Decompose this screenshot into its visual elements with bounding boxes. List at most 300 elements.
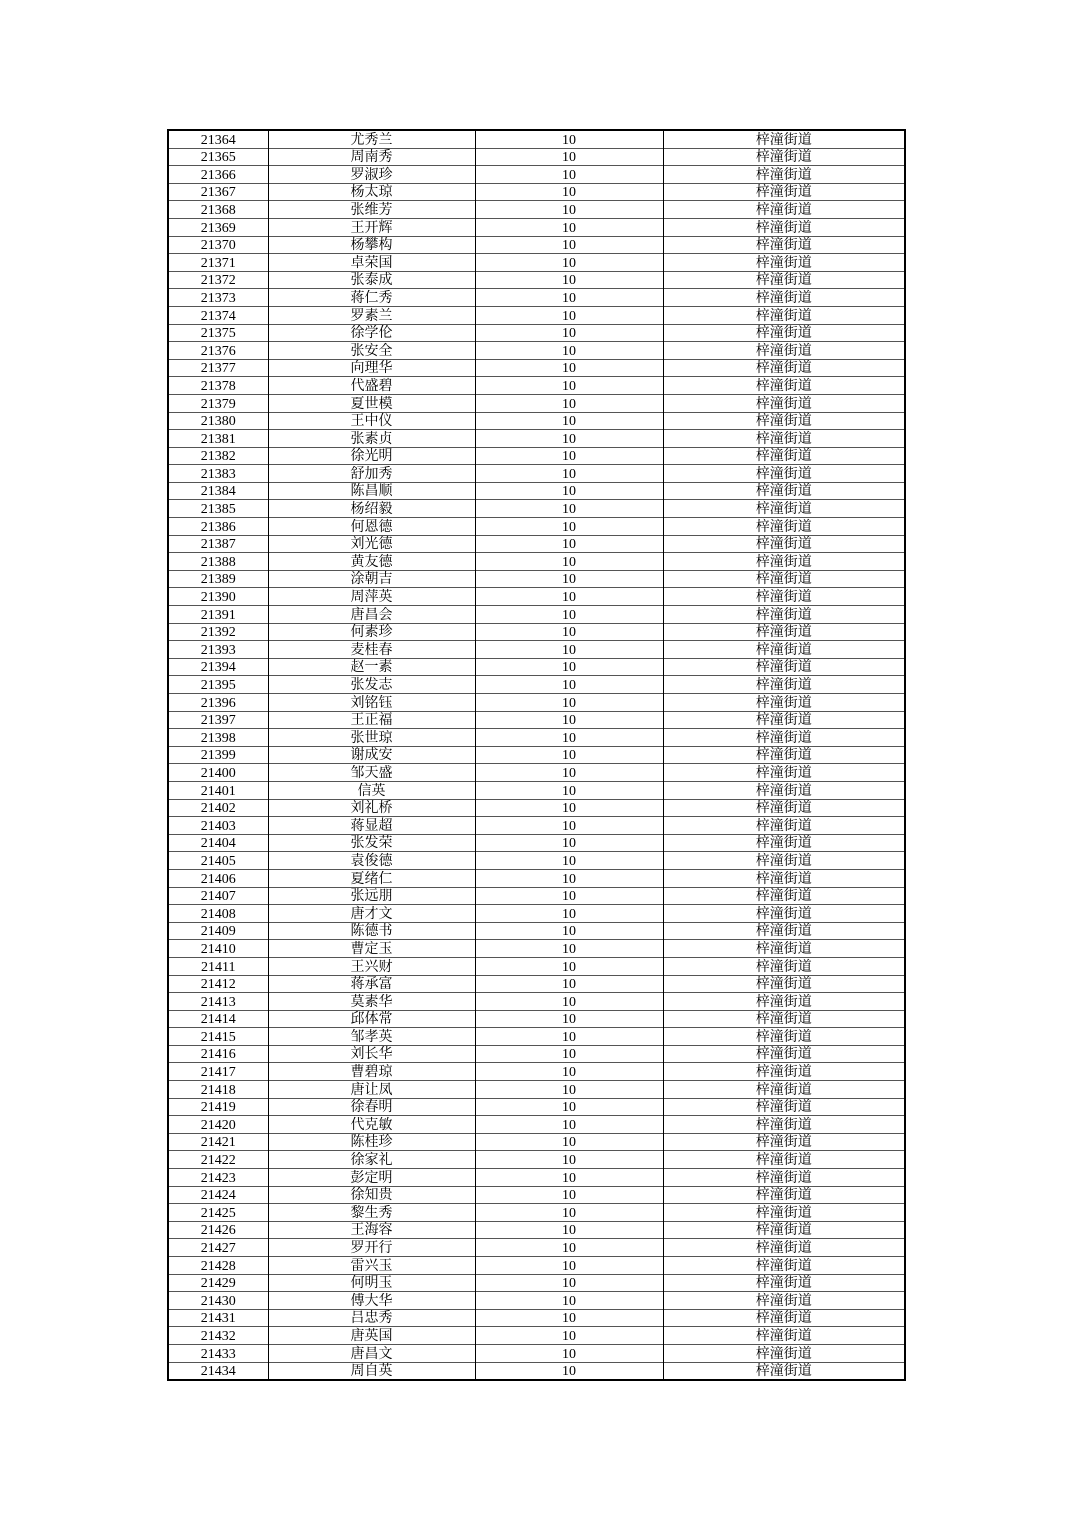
table-row xyxy=(168,781,905,799)
name-cell: 徐光明 xyxy=(268,447,475,465)
name-cell: 谢成安 xyxy=(268,746,475,764)
amount-cell: 10 xyxy=(475,676,663,694)
name-cell: 曹定玉 xyxy=(268,940,475,958)
name-cell: 张世琼 xyxy=(268,729,475,747)
table-row xyxy=(168,289,905,307)
amount-cell: 10 xyxy=(475,658,663,676)
name-cell: 刘礼桥 xyxy=(268,799,475,817)
amount-cell: 10 xyxy=(475,1186,663,1204)
street-cell: 梓潼街道 xyxy=(663,623,905,641)
amount-cell: 10 xyxy=(475,940,663,958)
name-cell: 徐春明 xyxy=(268,1098,475,1116)
amount-cell: 10 xyxy=(475,993,663,1011)
amount-cell: 10 xyxy=(475,359,663,377)
amount-cell: 10 xyxy=(475,1045,663,1063)
name-cell: 赵一素 xyxy=(268,658,475,676)
amount-cell: 10 xyxy=(475,694,663,712)
name-cell: 蒋承富 xyxy=(268,975,475,993)
table-row xyxy=(168,1151,905,1169)
amount-cell: 10 xyxy=(475,1327,663,1345)
row-number-cell: 21373 xyxy=(168,289,268,307)
name-cell: 黎生秀 xyxy=(268,1204,475,1222)
name-cell: 张发志 xyxy=(268,676,475,694)
table-row xyxy=(168,1081,905,1099)
name-cell: 尤秀兰 xyxy=(268,130,475,148)
table-row xyxy=(168,394,905,412)
amount-cell: 10 xyxy=(475,905,663,923)
row-number-cell: 21429 xyxy=(168,1274,268,1292)
amount-cell: 10 xyxy=(475,535,663,553)
row-number-cell: 21405 xyxy=(168,852,268,870)
row-number-cell: 21387 xyxy=(168,535,268,553)
amount-cell: 10 xyxy=(475,1221,663,1239)
street-cell: 梓潼街道 xyxy=(663,465,905,483)
table-row xyxy=(168,1116,905,1134)
street-cell: 梓潼街道 xyxy=(663,482,905,500)
name-cell: 罗淑珍 xyxy=(268,166,475,184)
row-number-cell: 21365 xyxy=(168,148,268,166)
table-row xyxy=(168,535,905,553)
table-row xyxy=(168,1239,905,1257)
row-number-cell: 21364 xyxy=(168,130,268,148)
street-cell: 梓潼街道 xyxy=(663,1274,905,1292)
amount-cell: 10 xyxy=(475,641,663,659)
row-number-cell: 21393 xyxy=(168,641,268,659)
street-cell: 梓潼街道 xyxy=(663,1010,905,1028)
street-cell: 梓潼街道 xyxy=(663,201,905,219)
row-number-cell: 21372 xyxy=(168,271,268,289)
row-number-cell: 21382 xyxy=(168,447,268,465)
street-cell: 梓潼街道 xyxy=(663,1239,905,1257)
table-row xyxy=(168,641,905,659)
row-number-cell: 21374 xyxy=(168,306,268,324)
name-cell: 杨太琼 xyxy=(268,183,475,201)
name-cell: 唐才文 xyxy=(268,905,475,923)
name-cell: 夏世模 xyxy=(268,394,475,412)
street-cell: 梓潼街道 xyxy=(663,993,905,1011)
name-cell: 徐学伦 xyxy=(268,324,475,342)
street-cell: 梓潼街道 xyxy=(663,1309,905,1327)
street-cell: 梓潼街道 xyxy=(663,799,905,817)
row-number-cell: 21402 xyxy=(168,799,268,817)
table-row xyxy=(168,430,905,448)
street-cell: 梓潼街道 xyxy=(663,658,905,676)
row-number-cell: 21433 xyxy=(168,1344,268,1362)
row-number-cell: 21427 xyxy=(168,1239,268,1257)
street-cell: 梓潼街道 xyxy=(663,1081,905,1099)
amount-cell: 10 xyxy=(475,1204,663,1222)
row-number-cell: 21418 xyxy=(168,1081,268,1099)
data-table xyxy=(167,129,906,1381)
street-cell: 梓潼街道 xyxy=(663,922,905,940)
street-cell: 梓潼街道 xyxy=(663,130,905,148)
row-number-cell: 21408 xyxy=(168,905,268,923)
table-row xyxy=(168,130,905,148)
street-cell: 梓潼街道 xyxy=(663,746,905,764)
name-cell: 邹天盛 xyxy=(268,764,475,782)
table-row xyxy=(168,306,905,324)
row-number-cell: 21404 xyxy=(168,834,268,852)
row-number-cell: 21395 xyxy=(168,676,268,694)
row-number-cell: 21376 xyxy=(168,342,268,360)
row-number-cell: 21424 xyxy=(168,1186,268,1204)
street-cell: 梓潼街道 xyxy=(663,1292,905,1310)
table-row xyxy=(168,623,905,641)
row-number-cell: 21413 xyxy=(168,993,268,1011)
street-cell: 梓潼街道 xyxy=(663,377,905,395)
street-cell: 梓潼街道 xyxy=(663,148,905,166)
amount-cell: 10 xyxy=(475,869,663,887)
amount-cell: 10 xyxy=(475,570,663,588)
table-row xyxy=(168,359,905,377)
amount-cell: 10 xyxy=(475,1063,663,1081)
table-row xyxy=(168,1169,905,1187)
table-row xyxy=(168,1362,905,1380)
amount-cell: 10 xyxy=(475,482,663,500)
row-number-cell: 21386 xyxy=(168,518,268,536)
row-number-cell: 21381 xyxy=(168,430,268,448)
street-cell: 梓潼街道 xyxy=(663,1344,905,1362)
amount-cell: 10 xyxy=(475,781,663,799)
amount-cell: 10 xyxy=(475,817,663,835)
amount-cell: 10 xyxy=(475,236,663,254)
name-cell: 杨绍毅 xyxy=(268,500,475,518)
row-number-cell: 21375 xyxy=(168,324,268,342)
row-number-cell: 21419 xyxy=(168,1098,268,1116)
row-number-cell: 21380 xyxy=(168,412,268,430)
row-number-cell: 21401 xyxy=(168,781,268,799)
street-cell: 梓潼街道 xyxy=(663,588,905,606)
amount-cell: 10 xyxy=(475,1362,663,1380)
name-cell: 张维芳 xyxy=(268,201,475,219)
table-row xyxy=(168,1327,905,1345)
table-row xyxy=(168,729,905,747)
street-cell: 梓潼街道 xyxy=(663,1063,905,1081)
amount-cell: 10 xyxy=(475,306,663,324)
street-cell: 梓潼街道 xyxy=(663,324,905,342)
amount-cell: 10 xyxy=(475,887,663,905)
table-row xyxy=(168,799,905,817)
table-row xyxy=(168,377,905,395)
name-cell: 王中仪 xyxy=(268,412,475,430)
name-cell: 刘铭钰 xyxy=(268,694,475,712)
amount-cell: 10 xyxy=(475,746,663,764)
amount-cell: 10 xyxy=(475,324,663,342)
street-cell: 梓潼街道 xyxy=(663,553,905,571)
street-cell: 梓潼街道 xyxy=(663,1204,905,1222)
table-row xyxy=(168,1098,905,1116)
amount-cell: 10 xyxy=(475,799,663,817)
amount-cell: 10 xyxy=(475,412,663,430)
name-cell: 杨攀构 xyxy=(268,236,475,254)
row-number-cell: 21421 xyxy=(168,1133,268,1151)
name-cell: 张泰成 xyxy=(268,271,475,289)
name-cell: 王兴财 xyxy=(268,957,475,975)
street-cell: 梓潼街道 xyxy=(663,1186,905,1204)
street-cell: 梓潼街道 xyxy=(663,1221,905,1239)
name-cell: 代克敏 xyxy=(268,1116,475,1134)
row-number-cell: 21378 xyxy=(168,377,268,395)
street-cell: 梓潼街道 xyxy=(663,834,905,852)
table-row xyxy=(168,817,905,835)
street-cell: 梓潼街道 xyxy=(663,940,905,958)
name-cell: 徐知贵 xyxy=(268,1186,475,1204)
amount-cell: 10 xyxy=(475,394,663,412)
street-cell: 梓潼街道 xyxy=(663,1116,905,1134)
street-cell: 梓潼街道 xyxy=(663,817,905,835)
street-cell: 梓潼街道 xyxy=(663,254,905,272)
name-cell: 唐让凤 xyxy=(268,1081,475,1099)
street-cell: 梓潼街道 xyxy=(663,1327,905,1345)
row-number-cell: 21426 xyxy=(168,1221,268,1239)
row-number-cell: 21415 xyxy=(168,1028,268,1046)
table-row xyxy=(168,922,905,940)
name-cell: 吕忠秀 xyxy=(268,1309,475,1327)
amount-cell: 10 xyxy=(475,271,663,289)
amount-cell: 10 xyxy=(475,377,663,395)
amount-cell: 10 xyxy=(475,711,663,729)
street-cell: 梓潼街道 xyxy=(663,236,905,254)
row-number-cell: 21398 xyxy=(168,729,268,747)
row-number-cell: 21432 xyxy=(168,1327,268,1345)
table-row xyxy=(168,465,905,483)
street-cell: 梓潼街道 xyxy=(663,1133,905,1151)
street-cell: 梓潼街道 xyxy=(663,975,905,993)
name-cell: 何恩德 xyxy=(268,518,475,536)
table-row xyxy=(168,518,905,536)
name-cell: 何明玉 xyxy=(268,1274,475,1292)
table-row xyxy=(168,694,905,712)
street-cell: 梓潼街道 xyxy=(663,183,905,201)
amount-cell: 10 xyxy=(475,834,663,852)
row-number-cell: 21397 xyxy=(168,711,268,729)
amount-cell: 10 xyxy=(475,1169,663,1187)
table-row xyxy=(168,764,905,782)
row-number-cell: 21371 xyxy=(168,254,268,272)
street-cell: 梓潼街道 xyxy=(663,764,905,782)
row-number-cell: 21384 xyxy=(168,482,268,500)
amount-cell: 10 xyxy=(475,1116,663,1134)
amount-cell: 10 xyxy=(475,1081,663,1099)
table-row xyxy=(168,1063,905,1081)
row-number-cell: 21410 xyxy=(168,940,268,958)
row-number-cell: 21406 xyxy=(168,869,268,887)
name-cell: 周萍英 xyxy=(268,588,475,606)
row-number-cell: 21430 xyxy=(168,1292,268,1310)
amount-cell: 10 xyxy=(475,148,663,166)
name-cell: 黄友德 xyxy=(268,553,475,571)
street-cell: 梓潼街道 xyxy=(663,957,905,975)
table-row xyxy=(168,218,905,236)
row-number-cell: 21388 xyxy=(168,553,268,571)
row-number-cell: 21422 xyxy=(168,1151,268,1169)
street-cell: 梓潼街道 xyxy=(663,430,905,448)
row-number-cell: 21409 xyxy=(168,922,268,940)
table-row xyxy=(168,1186,905,1204)
name-cell: 唐昌文 xyxy=(268,1344,475,1362)
amount-cell: 10 xyxy=(475,342,663,360)
amount-cell: 10 xyxy=(475,130,663,148)
table-row xyxy=(168,236,905,254)
row-number-cell: 21434 xyxy=(168,1362,268,1380)
table-row xyxy=(168,570,905,588)
name-cell: 唐英国 xyxy=(268,1327,475,1345)
table-row xyxy=(168,834,905,852)
amount-cell: 10 xyxy=(475,1028,663,1046)
street-cell: 梓潼街道 xyxy=(663,518,905,536)
amount-cell: 10 xyxy=(475,500,663,518)
table-row xyxy=(168,852,905,870)
table-row xyxy=(168,412,905,430)
amount-cell: 10 xyxy=(475,1309,663,1327)
amount-cell: 10 xyxy=(475,166,663,184)
name-cell: 邹孝英 xyxy=(268,1028,475,1046)
table-row xyxy=(168,1045,905,1063)
amount-cell: 10 xyxy=(475,1151,663,1169)
table-row xyxy=(168,1309,905,1327)
table-row xyxy=(168,940,905,958)
street-cell: 梓潼街道 xyxy=(663,1362,905,1380)
amount-cell: 10 xyxy=(475,518,663,536)
street-cell: 梓潼街道 xyxy=(663,289,905,307)
table-row xyxy=(168,183,905,201)
row-number-cell: 21420 xyxy=(168,1116,268,1134)
row-number-cell: 21379 xyxy=(168,394,268,412)
row-number-cell: 21370 xyxy=(168,236,268,254)
table-row xyxy=(168,254,905,272)
amount-cell: 10 xyxy=(475,957,663,975)
street-cell: 梓潼街道 xyxy=(663,500,905,518)
row-number-cell: 21377 xyxy=(168,359,268,377)
row-number-cell: 21407 xyxy=(168,887,268,905)
street-cell: 梓潼街道 xyxy=(663,606,905,624)
amount-cell: 10 xyxy=(475,183,663,201)
street-cell: 梓潼街道 xyxy=(663,271,905,289)
street-cell: 梓潼街道 xyxy=(663,676,905,694)
row-number-cell: 21399 xyxy=(168,746,268,764)
name-cell: 曹碧琼 xyxy=(268,1063,475,1081)
row-number-cell: 21396 xyxy=(168,694,268,712)
street-cell: 梓潼街道 xyxy=(663,729,905,747)
row-number-cell: 21417 xyxy=(168,1063,268,1081)
amount-cell: 10 xyxy=(475,852,663,870)
amount-cell: 10 xyxy=(475,201,663,219)
street-cell: 梓潼街道 xyxy=(663,1098,905,1116)
amount-cell: 10 xyxy=(475,922,663,940)
street-cell: 梓潼街道 xyxy=(663,641,905,659)
table-row xyxy=(168,869,905,887)
street-cell: 梓潼街道 xyxy=(663,570,905,588)
table-row xyxy=(168,957,905,975)
amount-cell: 10 xyxy=(475,1239,663,1257)
name-cell: 陈昌顺 xyxy=(268,482,475,500)
name-cell: 王开辉 xyxy=(268,218,475,236)
street-cell: 梓潼街道 xyxy=(663,694,905,712)
street-cell: 梓潼街道 xyxy=(663,166,905,184)
table-row xyxy=(168,1257,905,1275)
name-cell: 涂朝吉 xyxy=(268,570,475,588)
name-cell: 刘长华 xyxy=(268,1045,475,1063)
name-cell: 陈桂珍 xyxy=(268,1133,475,1151)
name-cell: 张安全 xyxy=(268,342,475,360)
row-number-cell: 21392 xyxy=(168,623,268,641)
row-number-cell: 21369 xyxy=(168,218,268,236)
amount-cell: 10 xyxy=(475,1344,663,1362)
table-row xyxy=(168,166,905,184)
table-row xyxy=(168,658,905,676)
amount-cell: 10 xyxy=(475,623,663,641)
street-cell: 梓潼街道 xyxy=(663,1151,905,1169)
table-row xyxy=(168,1292,905,1310)
table-row xyxy=(168,1028,905,1046)
row-number-cell: 21390 xyxy=(168,588,268,606)
name-cell: 傅大华 xyxy=(268,1292,475,1310)
table-row xyxy=(168,342,905,360)
street-cell: 梓潼街道 xyxy=(663,1257,905,1275)
amount-cell: 10 xyxy=(475,1010,663,1028)
row-number-cell: 21411 xyxy=(168,957,268,975)
row-number-cell: 21416 xyxy=(168,1045,268,1063)
table-row xyxy=(168,993,905,1011)
name-cell: 向理华 xyxy=(268,359,475,377)
row-number-cell: 21431 xyxy=(168,1309,268,1327)
name-cell: 蒋显超 xyxy=(268,817,475,835)
street-cell: 梓潼街道 xyxy=(663,447,905,465)
street-cell: 梓潼街道 xyxy=(663,711,905,729)
table-row xyxy=(168,201,905,219)
table-row xyxy=(168,588,905,606)
table-row xyxy=(168,887,905,905)
name-cell: 罗开行 xyxy=(268,1239,475,1257)
name-cell: 雷兴玉 xyxy=(268,1257,475,1275)
street-cell: 梓潼街道 xyxy=(663,306,905,324)
amount-cell: 10 xyxy=(475,218,663,236)
row-number-cell: 21428 xyxy=(168,1257,268,1275)
street-cell: 梓潼街道 xyxy=(663,359,905,377)
row-number-cell: 21403 xyxy=(168,817,268,835)
name-cell: 张远朋 xyxy=(268,887,475,905)
table-row xyxy=(168,1133,905,1151)
name-cell: 夏绪仁 xyxy=(268,869,475,887)
name-cell: 徐家礼 xyxy=(268,1151,475,1169)
street-cell: 梓潼街道 xyxy=(663,342,905,360)
row-number-cell: 21367 xyxy=(168,183,268,201)
amount-cell: 10 xyxy=(475,729,663,747)
table-row xyxy=(168,324,905,342)
table-row xyxy=(168,975,905,993)
table-row xyxy=(168,1344,905,1362)
name-cell: 王正福 xyxy=(268,711,475,729)
street-cell: 梓潼街道 xyxy=(663,412,905,430)
name-cell: 信英 xyxy=(268,781,475,799)
amount-cell: 10 xyxy=(475,764,663,782)
name-cell: 张发荣 xyxy=(268,834,475,852)
table-row xyxy=(168,606,905,624)
row-number-cell: 21425 xyxy=(168,1204,268,1222)
amount-cell: 10 xyxy=(475,465,663,483)
street-cell: 梓潼街道 xyxy=(663,887,905,905)
name-cell: 唐昌会 xyxy=(268,606,475,624)
name-cell: 蒋仁秀 xyxy=(268,289,475,307)
street-cell: 梓潼街道 xyxy=(663,905,905,923)
table-row xyxy=(168,676,905,694)
name-cell: 刘光德 xyxy=(268,535,475,553)
table-row xyxy=(168,746,905,764)
amount-cell: 10 xyxy=(475,1292,663,1310)
table-row xyxy=(168,148,905,166)
street-cell: 梓潼街道 xyxy=(663,535,905,553)
table-row xyxy=(168,482,905,500)
